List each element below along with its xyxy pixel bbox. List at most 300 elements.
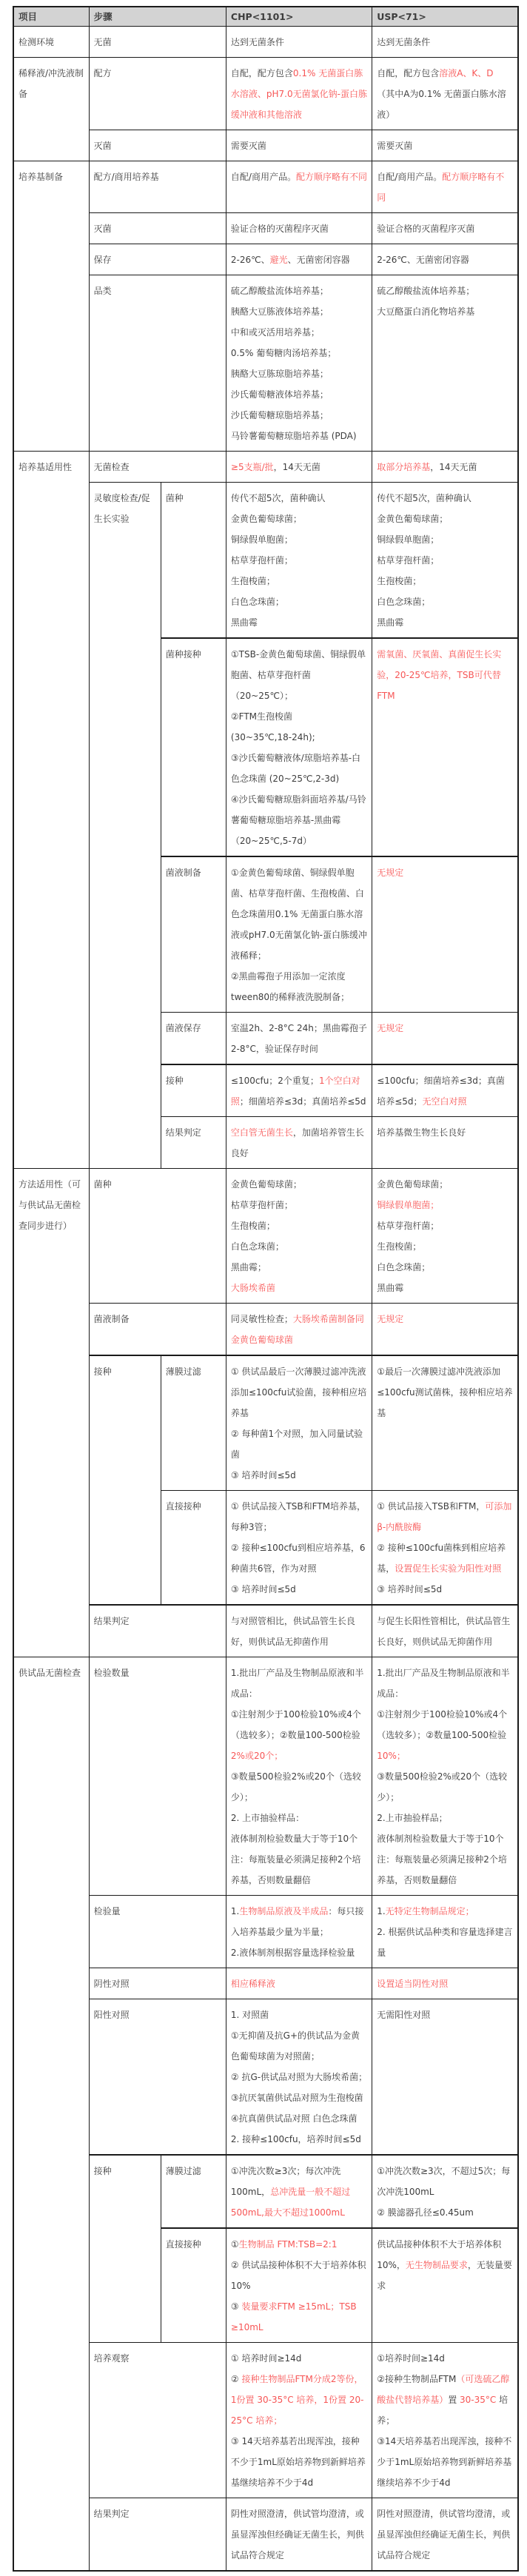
text-segment: 中和或灭活用培养基；: [230, 327, 320, 338]
text-segment: 直接接种: [165, 1501, 201, 1512]
text-segment: ① 培养时间≥14d: [230, 2353, 302, 2364]
step-cell: [89, 2155, 161, 2343]
text-segment: 金黄色葡萄球菌；: [377, 514, 449, 524]
usp-cell: [372, 2228, 518, 2343]
text-segment: 枯草芽孢杆菌；: [377, 555, 440, 566]
text-segment: 无规定: [377, 1023, 404, 1033]
usp-cell: [372, 1355, 518, 1491]
text-segment: 接种生物制品FTM分成2等份，1份置 30-35°C 培养，1份置 20-25°C 培养；: [230, 2374, 364, 2426]
text-segment: 铜绿假单胞菌；: [377, 1200, 440, 1210]
text-segment: 结果判定: [93, 2509, 130, 2519]
step-cell: [89, 452, 226, 483]
text-segment: 枯草芽孢杆菌；: [230, 555, 293, 566]
text-segment: 马铃薯葡萄糖琼脂培养基 (PDA): [230, 431, 357, 441]
usp-cell: [372, 856, 518, 1013]
step-cell: [89, 483, 161, 1169]
text-segment: 阴性对照澄清，供试管均澄清，或虽显浑浊但经确证无菌生长，判供试品符合规定: [377, 2509, 511, 2560]
text-segment: 胰酪大豆胨琼脂培养基；: [230, 369, 329, 379]
text-segment: 阴性对照澄清，供试管均澄清，或虽显浑浊但经确证无菌生长，判供试品符合规定: [230, 2509, 364, 2560]
usp-cell: [372, 1896, 518, 1968]
text-segment: ①注射剂少于100检验10%或4个（选较多）；②数量100-500检验: [377, 1709, 508, 1740]
text-segment: 1个空白对照: [230, 1076, 360, 1107]
usp-cell: [372, 1304, 518, 1356]
text-segment: 枯草芽孢杆菌；: [230, 1200, 293, 1210]
text-segment: 金黄色葡萄球菌；: [230, 1179, 302, 1190]
text-segment: 无规定: [377, 1314, 404, 1324]
text-segment: 2-26℃、: [230, 255, 270, 265]
chp-cell: [226, 452, 372, 483]
text-segment: 1.批出厂产品及生物制品原液和半成品：: [230, 1668, 364, 1699]
text-segment: 需氧菌、厌氧菌、真菌促生长实验，20-25℃培养，TSB可代替FTM: [377, 649, 502, 701]
text-segment: ④沙氏葡萄糖琼脂斜面培养基/马铃薯葡萄糖琼脂培养基-黑曲霉（20~25℃,5-7d）: [230, 794, 366, 846]
chp-cell: [226, 275, 372, 452]
text-segment: 灭菌: [93, 141, 112, 151]
text-segment: ② 接种≤100cfu菌株到相应培养基，: [377, 1543, 506, 1574]
text-segment: 2-26℃、无菌密闭容器: [377, 255, 469, 265]
header-row: [13, 7, 518, 27]
text-segment: 黑曲霉；: [230, 1262, 266, 1272]
item-cell: [13, 1657, 89, 2572]
text-segment: 黑曲霉: [377, 1283, 404, 1293]
text-segment: 验证合格的灭菌程序灭菌: [230, 224, 329, 234]
text-segment: 菌液制备: [165, 868, 201, 878]
text-segment: 铜绿假单胞菌；: [377, 534, 440, 545]
text-segment: （可选硫乙醇酸盐代替培养基）: [377, 2374, 510, 2405]
col-header-chp: CHP<1101>: [226, 7, 372, 27]
text-segment: ③沙氏葡萄糖液体/琼脂培养基-白色念珠菌 (20~25℃,2-3d): [230, 753, 361, 784]
step-cell: [89, 130, 226, 161]
chp-cell: [226, 1304, 372, 1356]
table-row-sample-count: [13, 1657, 518, 1896]
step-cell: [89, 1999, 226, 2156]
chp-cell: [226, 856, 372, 1013]
chp-cell: [226, 27, 372, 58]
text-segment: 与对照管相比，供试品管生长良好，则供试品无抑菌作用: [230, 1616, 355, 1647]
text-segment: 1.: [230, 1906, 240, 1916]
text-segment: 结果判定: [165, 1127, 201, 1138]
text-segment: 室温2h、2-8°C 24h；黑曲霉孢子2-8°C，验证保存时间: [230, 1023, 367, 1054]
text-segment: ②接种生物制品FTM: [377, 2374, 457, 2384]
text-segment: ①金黄色葡萄球菌、铜绿假单胞菌、枯草芽孢杆菌、生孢梭菌、白色念珠菌用0.1% 无菌蛋白胨水溶液或pH7.0无菌氯化钠-蛋白胨缓冲液稀释；: [230, 868, 367, 961]
text-segment: 取部分培养基: [377, 462, 431, 472]
usp-cell: [372, 2343, 518, 2498]
step-cell: [89, 1896, 226, 1968]
text-segment: ①最后一次薄膜过滤冲洗液添加≤100cfu测试菌株，接种相应培养基: [377, 1366, 513, 1418]
text-segment: 薄膜过滤: [165, 2166, 201, 2176]
chp-cell: [226, 1064, 372, 1117]
chp-cell: [226, 1169, 372, 1304]
text-segment: 薄膜过滤: [165, 1366, 201, 1377]
text-segment: 结果判定: [93, 1616, 130, 1626]
text-segment: 注：每瓶装量必须满足接种2个培养基，否则数量翻倍: [230, 1854, 361, 1885]
substep-cell: [161, 1013, 226, 1065]
step-cell: [89, 161, 226, 213]
text-segment: ② 每种菌1个对照，加入同量试验菌: [230, 1429, 363, 1460]
chp-cell: [226, 161, 372, 213]
table-row-method-strains: [13, 1169, 518, 1304]
text-segment: 白色念珠菌；: [377, 597, 431, 607]
text-segment: ①冲洗次数≥3次；每次冲洗100mL，: [230, 2166, 341, 2197]
text-segment: ③ 培养时间≤5d: [230, 1584, 296, 1594]
chp-cell: [226, 2228, 372, 2343]
text-segment: 生孢梭菌；: [230, 576, 275, 586]
item-cell: [13, 27, 89, 58]
text-segment: 2.上市抽验样品；: [377, 1813, 448, 1823]
text-segment: ④抗真菌供试品对照 白色念珠菌: [230, 2113, 358, 2124]
chp-cell: [226, 1657, 372, 1896]
usp-cell: [372, 1117, 518, 1169]
text-segment: ①: [230, 2239, 239, 2250]
text-segment: ：每只接入培养基最少量为半量；: [230, 1906, 364, 1937]
step-cell: [89, 1657, 226, 1896]
text-segment: 液体制剂检验数量大于等于10个: [377, 1834, 504, 1844]
usp-cell: [372, 1968, 518, 1999]
text-segment: 无生物制品要求: [405, 2260, 468, 2270]
text-segment: 设置适当阴性对照: [377, 1979, 449, 1989]
text-segment: 供试品无菌检查: [19, 1668, 81, 1678]
text-segment: 1. 对照菌: [230, 2010, 269, 2020]
chp-cell: [226, 2155, 372, 2228]
text-segment: (30~35℃,18-24h);: [230, 732, 315, 742]
text-segment: 配方顺序略有不同: [295, 172, 367, 182]
text-segment: ② 抗G-供试品对照为大肠埃希菌；: [230, 2072, 368, 2082]
text-segment: 达到无菌条件: [377, 37, 431, 47]
text-segment: 30-35°C: [460, 2395, 497, 2405]
chp-cell: [226, 130, 372, 161]
table-row-method-result: [13, 1605, 518, 1657]
text-segment: ；细菌培养≤3d；真菌培养≤5d: [239, 1096, 366, 1107]
text-segment: 生孢梭菌；: [377, 576, 422, 586]
text-segment: ③ 14天培养基若出现浑浊，接种不少于1mL原始培养物到新鲜培养基继续培养不少于4d: [230, 2436, 366, 2488]
text-segment: 无需阳性对照: [377, 2010, 431, 2020]
usp-cell: [372, 1169, 518, 1304]
text-segment: 无菌检查: [93, 462, 130, 472]
text-segment: ③: [230, 2301, 242, 2312]
step-cell: [89, 27, 226, 58]
chp-cell: [226, 2498, 372, 2572]
text-segment: ≥5支瓶/批: [230, 462, 274, 472]
text-segment: ，无装量要求: [377, 2260, 512, 2291]
text-segment: ①培养时间≥14d: [377, 2353, 445, 2364]
text-segment: 保存: [93, 255, 112, 265]
text-segment: ①无抑菌及抗G+的供试品为金黄色葡萄球菌为对照菌；: [230, 2030, 360, 2062]
text-segment: 与促生长阳性管相比，供试品管生长良好，则供试品无抑菌作用: [377, 1616, 511, 1647]
usp-cell: [372, 2498, 518, 2572]
text-segment: 灵敏度检查/促生长实验: [93, 493, 150, 524]
text-segment: 液体制剂检验数量大于等于10个: [230, 1834, 358, 1844]
usp-cell: [372, 1013, 518, 1065]
usp-cell: [372, 638, 518, 856]
usp-cell: [372, 213, 518, 244]
text-segment: 无特定生物制品规定；: [385, 1906, 474, 1916]
table-row-diluent-sterilize: [13, 130, 518, 161]
text-segment: ① 供试品接入TSB和FTM，: [377, 1501, 486, 1512]
chp-cell: [226, 1013, 372, 1065]
substep-cell: [161, 1117, 226, 1169]
substep-cell: [161, 1491, 226, 1606]
chp-cell: [226, 1605, 372, 1657]
table-row-method-suspension: [13, 1304, 518, 1356]
chp-cell: [226, 58, 372, 130]
step-cell: [89, 1169, 226, 1304]
chp-cell: [226, 213, 372, 244]
text-segment: 需要灭菌: [230, 141, 266, 151]
table-row-negative-control: [13, 1968, 518, 1999]
text-segment: 自配，配方包含: [230, 68, 293, 78]
text-segment: 接种: [93, 1366, 112, 1377]
text-segment: 大豆酪蛋白消化物培养基: [377, 306, 475, 317]
substep-cell: [161, 1064, 226, 1117]
text-segment: 菌液保存: [165, 1023, 201, 1033]
text-segment: 培养观察: [93, 2353, 130, 2364]
usp-cell: [372, 58, 518, 130]
text-segment: 0.5% 葡萄糖肉汤培养基；: [230, 348, 337, 358]
text-segment: 直接接种: [165, 2239, 201, 2250]
text-segment: 配方: [93, 68, 112, 78]
item-cell: [13, 452, 89, 1169]
text-segment: 品类: [93, 286, 112, 296]
text-segment: 生物制品 FTM:TSB=2:1: [238, 2239, 338, 2250]
text-segment: 菌种接种: [165, 649, 201, 660]
text-segment: 2. 接种≤100cfu，培养时间≤5d: [230, 2134, 361, 2144]
substep-cell: [161, 483, 226, 639]
substep-cell: [161, 638, 226, 856]
text-segment: ，加菌培养管生长良好: [230, 1127, 364, 1158]
text-segment: 溶液A、K、D: [439, 68, 494, 78]
text-segment: ，14天无菌: [273, 462, 320, 472]
text-segment: 阴性对照: [93, 1979, 130, 1989]
usp-cell: [372, 1491, 518, 1606]
text-segment: 同灵敏性检查；: [230, 1314, 293, 1324]
text-segment: 培养；: [377, 2395, 508, 2426]
text-segment: 生孢梭菌；: [230, 1221, 275, 1231]
text-segment: ②: [230, 2374, 242, 2384]
chp-cell: [226, 638, 372, 856]
text-segment: 培养基制备: [19, 172, 64, 182]
text-segment: 2. 上市抽验样品：: [230, 1813, 305, 1823]
text-segment: 稀释液/冲洗液制备: [19, 68, 84, 99]
table-header: [13, 7, 518, 27]
text-segment: ① 供试品最后一次薄膜过滤冲洗液添加≤100cfu试验菌，接种相应培养基: [230, 1366, 367, 1418]
chp-cell: [226, 1117, 372, 1169]
usp-cell: [372, 483, 518, 639]
chp-cell: [226, 483, 372, 639]
text-segment: 置: [448, 2395, 460, 2405]
text-segment: 传代不超5次，菌种确认: [377, 493, 471, 503]
substep-cell: [161, 1355, 226, 1491]
usp-cell: [372, 1657, 518, 1896]
text-segment: ② 供试品接种体积不大于培养体积10%: [230, 2260, 366, 2291]
text-segment: 硫乙醇酸盐流体培养基；: [377, 286, 475, 296]
table-row-env-check: [13, 27, 518, 58]
text-segment: 供试品接种体积不大于培养体积10%，: [377, 2239, 502, 2270]
text-segment: 培养基微生物生长良好: [377, 1127, 466, 1138]
text-segment: 白色念珠菌；: [230, 597, 284, 607]
usp-cell: [372, 1605, 518, 1657]
text-segment: 白色念珠菌；: [230, 1241, 284, 1252]
step-cell: [89, 2343, 226, 2498]
text-segment: 检验量: [93, 1906, 121, 1916]
comparison-table: [13, 6, 519, 2572]
substep-cell: [161, 2155, 226, 2228]
text-segment: 金黄色葡萄球菌；: [377, 1179, 449, 1190]
text-segment: 无空白对照: [422, 1096, 467, 1107]
text-segment: 接种: [93, 2166, 112, 2176]
chp-cell: [226, 1999, 372, 2156]
text-segment: 生物制品原液及半成品: [239, 1906, 329, 1916]
text-segment: 2%或20个；: [230, 1751, 283, 1761]
step-cell: [89, 1605, 226, 1657]
item-cell: [13, 58, 89, 161]
text-segment: ③数量500检验2%或20个（选较少）；: [230, 1771, 361, 1802]
text-segment: 设置促生长实验为阳性对照: [395, 1563, 502, 1574]
table-row-method-membrane: [13, 1355, 518, 1491]
text-segment: ② 膜滤器孔径≤0.45um: [377, 2207, 474, 2218]
step-cell: [89, 275, 226, 452]
table-row-incubation: [13, 2343, 518, 2498]
table-row-positive-control: [13, 1999, 518, 2156]
text-segment: 相应稀释液: [230, 1979, 275, 1989]
text-segment: 白色念珠菌；: [377, 1262, 431, 1272]
text-segment: 1.批出厂产品及生物制品原液和半成品：: [377, 1668, 510, 1699]
chp-cell: [226, 244, 372, 275]
text-segment: 配方/商用培养基: [93, 172, 159, 182]
text-segment: 注：每瓶装量必须满足接种2个培养基，否则数量翻倍: [377, 1854, 507, 1885]
text-segment: ①注射剂少于100检验10%或4个（选较多）；②数量100-500检验: [230, 1709, 361, 1740]
col-header-item: 项目: [13, 7, 89, 27]
step-cell: [89, 244, 226, 275]
table-row-sample-membrane: [13, 2155, 518, 2228]
step-cell: [89, 1304, 226, 1356]
item-cell: [13, 1169, 89, 1657]
text-segment: 检测环境: [19, 37, 55, 47]
text-segment: 培养基适用性: [19, 462, 73, 472]
usp-cell: [372, 244, 518, 275]
text-segment: 检验数量: [93, 1668, 130, 1678]
text-segment: 总冲洗量一般不超过500mL,最大不超过1000mL: [230, 2187, 351, 2218]
text-segment: 生孢梭菌；: [377, 1241, 422, 1252]
usp-cell: [372, 1064, 518, 1117]
text-segment: 自配/商用产品。: [377, 172, 443, 182]
text-segment: 胰酪大豆胨液体培养基；: [230, 306, 329, 317]
text-segment: ③ 培养时间≤5d: [230, 1470, 296, 1480]
usp-cell: [372, 452, 518, 483]
text-segment: ①TSB-金黄色葡萄球菌、铜绿假单胞菌、枯草芽孢杆菌（20~25℃）；: [230, 649, 366, 701]
col-header-usp: USP<71>: [372, 7, 518, 27]
step-cell: [89, 2498, 226, 2572]
chp-cell: [226, 2343, 372, 2498]
text-segment: 2. 根据供试品种类和容量选择建言量: [377, 1927, 513, 1958]
text-segment: ①冲洗次数≥3次，不超过5次；每次冲洗100mL: [377, 2166, 511, 2197]
text-segment: ②黑曲霉孢子用添加一定浓度tween80的稀释液洗脱制备；: [230, 971, 350, 1002]
text-segment: 灭菌: [93, 224, 112, 234]
col-header-step: 步骤: [89, 7, 226, 27]
text-segment: 无菌: [93, 37, 112, 47]
text-segment: 传代不超5次，菌种确认: [230, 493, 326, 503]
table-body: [13, 27, 518, 2572]
substep-cell: [161, 2228, 226, 2343]
table-row-medium-types: [13, 275, 518, 452]
text-segment: 菌种: [93, 1179, 112, 1190]
table-row-medium-sterilize: [13, 213, 518, 244]
text-segment: 黑曲霉: [377, 617, 404, 628]
text-segment: ② 接种≤100cfu到相应培养基，6种菌共6管，作为对照: [230, 1543, 366, 1574]
text-segment: 2.液体制剂根据容量选择检验量: [230, 1948, 355, 1958]
item-cell: [13, 161, 89, 452]
text-segment: ③ 培养时间≤5d: [377, 1584, 443, 1594]
table-row-final-result: [13, 2498, 518, 2572]
text-segment: 需要灭菌: [377, 141, 413, 151]
text-segment: ① 供试品接入TSB和FTM培养基，每种3管；: [230, 1501, 366, 1532]
text-segment: 自配，配方包含: [377, 68, 440, 78]
text-segment: 避光: [269, 255, 288, 265]
text-segment: 方法适用性（可与供试品无菌检查同步进行）: [19, 1179, 81, 1231]
text-segment: 1.: [377, 1906, 386, 1916]
usp-cell: [372, 27, 518, 58]
text-segment: 沙氏葡萄糖琼脂培养基；: [230, 410, 329, 420]
text-segment: ≤100cfu；2个重复；: [230, 1076, 319, 1086]
chp-cell: [226, 1491, 372, 1606]
chp-cell: [226, 1355, 372, 1491]
step-cell: [89, 213, 226, 244]
text-segment: 、无菌密闭容器: [287, 255, 350, 265]
table-row-medium-storage: [13, 244, 518, 275]
chp-cell: [226, 1968, 372, 1999]
text-segment: ③数量500检验2%或20个（选较少）；: [377, 1771, 508, 1802]
text-segment: ②FTM生孢梭菌: [230, 711, 293, 722]
text-segment: 无规定: [377, 868, 404, 878]
table-row-suitability-sterility: [13, 452, 518, 483]
text-segment: 硫乙醇酸盐流体培养基；: [230, 286, 329, 296]
usp-cell: [372, 2155, 518, 2228]
table-row-medium-formula: [13, 161, 518, 213]
text-segment: 自配/商用产品。: [230, 172, 296, 182]
table-row-sample-volume: [13, 1896, 518, 1968]
usp-cell: [372, 275, 518, 452]
step-cell: [89, 1355, 161, 1605]
substep-cell: [161, 856, 226, 1013]
text-segment: ≤100cfu；细菌培养≤3d；真菌培养≤5d；: [377, 1076, 505, 1107]
text-segment: 大肠埃希菌: [230, 1283, 275, 1293]
text-segment: 黑曲霉: [230, 617, 258, 628]
text-segment: 阳性对照: [93, 2010, 130, 2020]
text-segment: 大肠埃希菌制备同金黄色葡萄球菌: [230, 1314, 364, 1345]
text-segment: 空白管无菌生长: [230, 1127, 293, 1138]
text-segment: 验证合格的灭菌程序灭菌: [377, 224, 475, 234]
table-row-diluent-formula: [13, 58, 518, 130]
text-segment: （其中A为0.1% 无菌蛋白胨水溶液）: [377, 89, 506, 120]
text-segment: 沙氏葡萄糖液体培养基；: [230, 389, 329, 400]
text-segment: 金黄色葡萄球菌；: [230, 514, 302, 524]
text-segment: 可添加β-内酰胺酶: [377, 1501, 512, 1532]
step-cell: [89, 58, 226, 130]
text-segment: 0.1% 无菌蛋白胨水溶液、pH7.0无菌氯化钠-蛋白胨缓冲液和其他溶液: [230, 68, 367, 120]
usp-cell: [372, 161, 518, 213]
step-cell: [89, 1968, 226, 1999]
text-segment: 接种: [165, 1076, 184, 1086]
text-segment: 10%；: [377, 1751, 406, 1761]
text-segment: 装量要求FTM ≥15mL；TSB ≥10mL: [230, 2301, 357, 2332]
text-segment: ③抗厌氧菌供试品对照为生孢梭菌: [230, 2093, 363, 2103]
usp-cell: [372, 1999, 518, 2156]
text-segment: 枯草芽孢杆菌；: [377, 1221, 440, 1231]
text-segment: 铜绿假单胞菌；: [230, 534, 293, 545]
text-segment: 菌种: [165, 493, 184, 503]
text-segment: 菌液制备: [93, 1314, 130, 1324]
text-segment: ，14天无菌: [430, 462, 477, 472]
text-segment: 配方顺序略有不同: [377, 172, 505, 203]
text-segment: 达到无菌条件: [230, 37, 284, 47]
